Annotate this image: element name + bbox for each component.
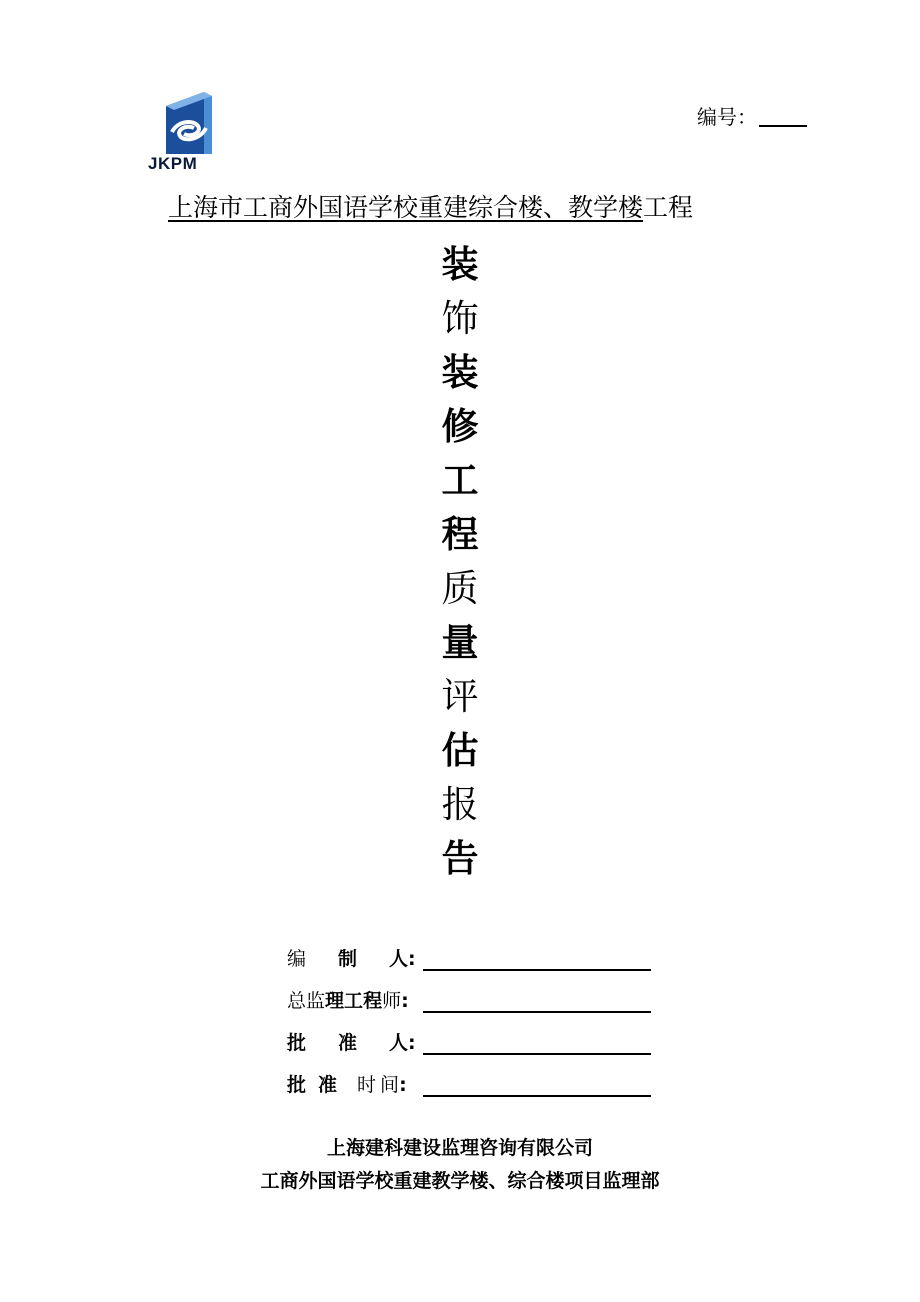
document-number-label: 编号：	[697, 105, 757, 129]
project-title-suffix: 工程	[643, 193, 694, 222]
document-number-blank	[759, 105, 807, 127]
report-title-char: 量	[441, 621, 479, 664]
report-title-char: 工	[441, 459, 479, 502]
report-title-char: 告	[441, 837, 479, 880]
report-title-char: 修	[441, 405, 479, 448]
project-title-name: 上海市工商外国语学校重建综合楼、教学楼	[168, 193, 644, 222]
report-title-char: 质	[441, 567, 479, 610]
report-title-char: 程	[441, 513, 479, 556]
company-name: 上海建科建设监理咨询有限公司	[326, 1137, 593, 1159]
report-title-char: 装	[441, 243, 479, 286]
report-title	[438, 238, 482, 886]
signature-label-approver: 批 准 人:	[287, 1032, 416, 1054]
signature-line-approver[interactable]	[423, 1029, 651, 1055]
report-title-char: 报	[441, 783, 479, 826]
signature-line-approval-time[interactable]	[423, 1071, 651, 1097]
report-title-char: 评	[441, 675, 479, 718]
signature-row-approver	[287, 1028, 651, 1056]
project-title	[168, 188, 693, 224]
signature-label-compiler: 编 制 人:	[287, 948, 416, 970]
company-logo	[148, 86, 228, 176]
logo-text: JKPM	[148, 154, 198, 173]
document-number	[697, 101, 807, 130]
report-title-char: 估	[441, 729, 479, 772]
project-department: 工商外国语学校重建教学楼、综合楼项目监理部	[260, 1170, 660, 1192]
logo-emblem-icon	[148, 86, 228, 156]
signature-row-approval-time	[287, 1070, 651, 1098]
signature-row-chief-engineer	[287, 986, 651, 1014]
signature-line-chief-engineer[interactable]	[423, 987, 651, 1013]
signature-label-approval-time: 批 准 时 间:	[287, 1074, 407, 1096]
signature-line-compiler[interactable]	[423, 945, 651, 971]
signature-row-compiler	[287, 944, 651, 972]
report-title-char: 饰	[441, 297, 479, 340]
report-title-char: 装	[441, 351, 479, 394]
signature-label-chief-engineer: 总监理工程师:	[287, 990, 409, 1012]
